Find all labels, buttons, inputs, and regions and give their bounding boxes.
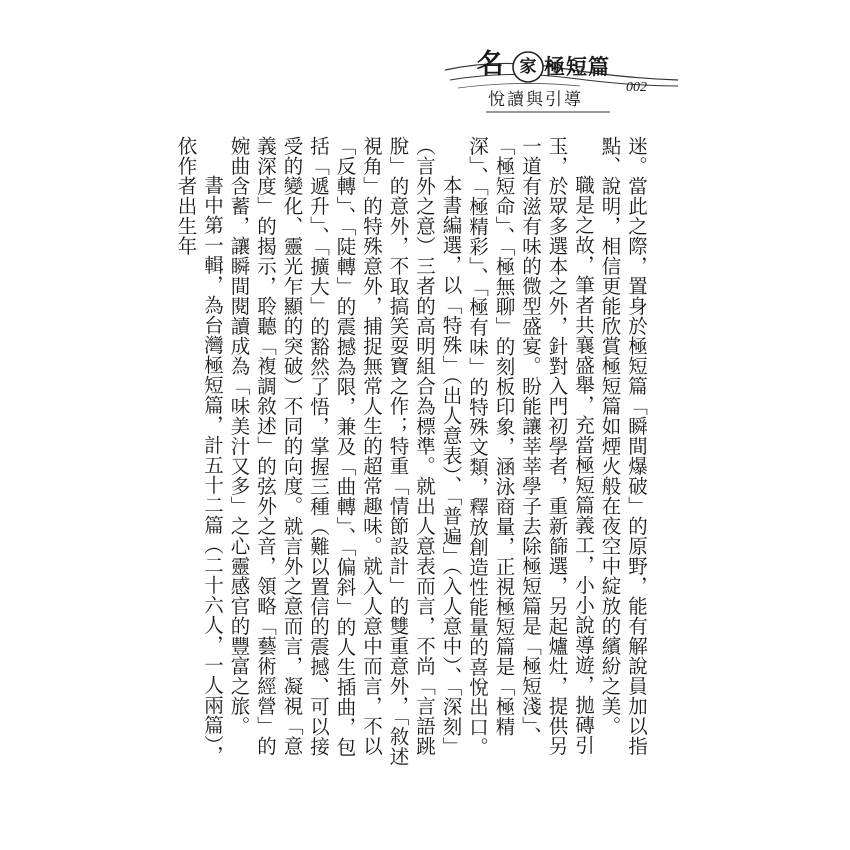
paragraph: 職是之故，筆者共襄盛舉，充當極短篇義工，小小說導遊，拋磚引玉，於眾多選本之外，針對入門初學者，重新篩選，另起爐灶，提供另一道有滋有味的微型盛宴。盼能讓莘莘學子去除極短篇是「極短淺」、「極短命」、「極無聊」的刻板印象，涵泳商量，正視極短篇是「極精深」、「極精彩」、「極有味」的特殊文類，釋放創造性能量的喜悅出口。: [466, 136, 595, 757]
paragraph: 迷。當此之際，置身於極短篇「瞬間爆破」的原野，能有解說員加以指點、說明，相信更能欣賞極短篇如煙火般在夜空中綻放的繽紛之美。: [598, 136, 648, 756]
logo-title: 極短篇: [544, 54, 610, 79]
logo-char-jia: 家: [519, 57, 537, 77]
book-header-logo: [440, 40, 680, 115]
vertical-body-text: [174, 136, 649, 771]
logo-char-ming: 名: [476, 49, 504, 80]
page-number: 002: [626, 80, 647, 95]
paragraph: 書中第一輯，為台灣極短篇，計五十二篇（二十六人，一人兩篇），依作者出生年: [174, 136, 224, 766]
logo-subtitle: 悅讀與引導: [488, 90, 583, 110]
paragraph: 本書編選，以「特殊」（出人意表）、「普遍」（入人意中）、「深刻」（言外之意）三者的高明組合為標準。就出人意表而言，不尚「言語跳脫」的意外，不取搞笑耍寶之作；特重「情節設計」的雙重意外，「敘述視角」的特殊意外，捕捉無常人生的超常趣味。就入人意中而言，不以「反轉」、「陡轉」的震撼為限，兼及「曲轉」、「偏斜」的人生插曲，包括「遞升」、「擴大」的豁然了悟，掌握三種（難以置信的震撼、可以接受的變化、靈光乍顯的突破）不同的向度。就言外之意而言，凝視「意義深度」的揭示，聆聽「複調敘述」的弦外之音，領略「藝術經營」的婉曲含蓄，讓瞬間閱讀成為「味美汁又多」之心靈感官的豐富之旅。: [227, 136, 463, 767]
